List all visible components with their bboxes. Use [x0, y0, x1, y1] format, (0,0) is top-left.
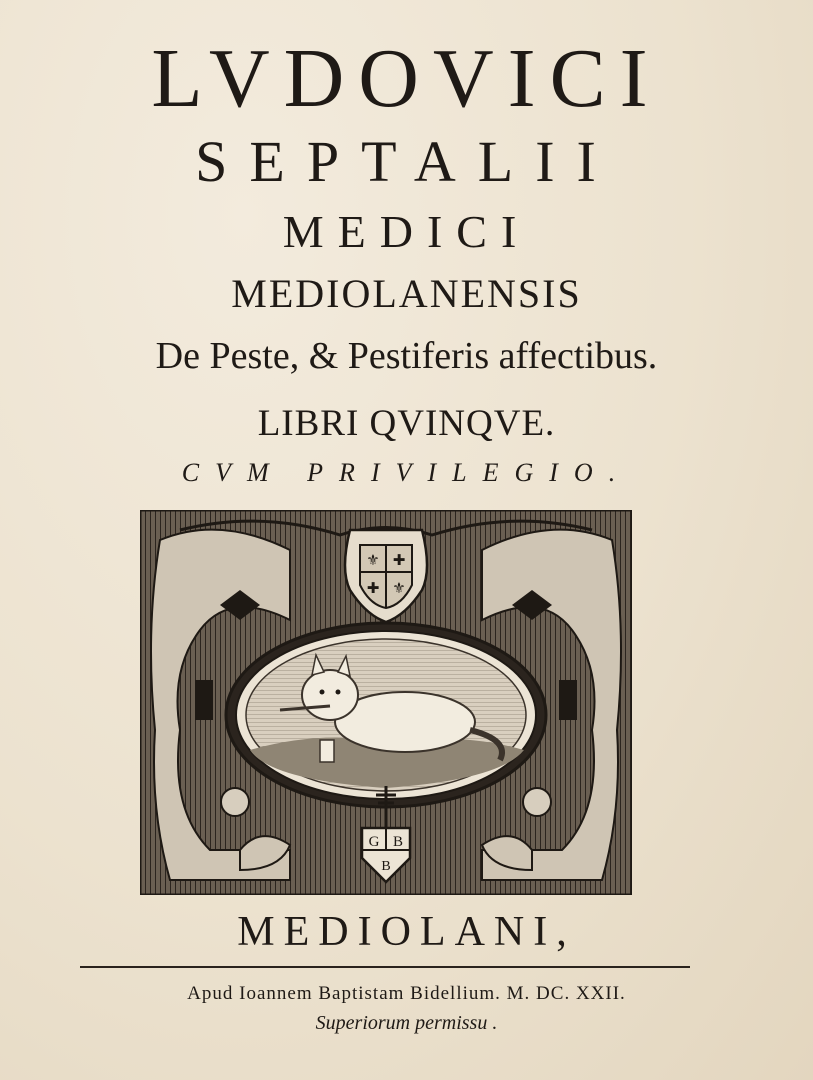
author-first-name: LVDOVICI [151, 32, 662, 125]
svg-text:✚: ✚ [392, 551, 406, 569]
monogram-b-bottom: B [381, 859, 391, 874]
author-origin: MEDIOLANENSIS [231, 271, 582, 316]
permission-line: Superiorum permissu . [315, 1012, 498, 1034]
author-surname: SEPTALII [195, 129, 618, 194]
svg-text:⚜: ⚜ [366, 551, 380, 569]
monogram-b: B [392, 834, 404, 850]
monogram-g: G [368, 834, 380, 850]
author-profession: MEDICI [282, 206, 531, 257]
book-title: De Peste, & Pestiferis affectibus. [155, 335, 658, 377]
place-of-publication: MEDIOLANI, [237, 909, 576, 955]
svg-text:✚: ✚ [366, 579, 380, 597]
book-count: LIBRI QVINQVE. [257, 403, 556, 444]
divider-rule [80, 966, 690, 968]
imprint-line: Apud Ioannem Baptistam Bidellium. M. DC. XXII. [187, 983, 626, 1004]
privilege-line: CVM PRIVILEGIO. [181, 458, 632, 487]
printer-device-engraving-icon [140, 510, 632, 895]
svg-text:⚜: ⚜ [392, 579, 406, 597]
